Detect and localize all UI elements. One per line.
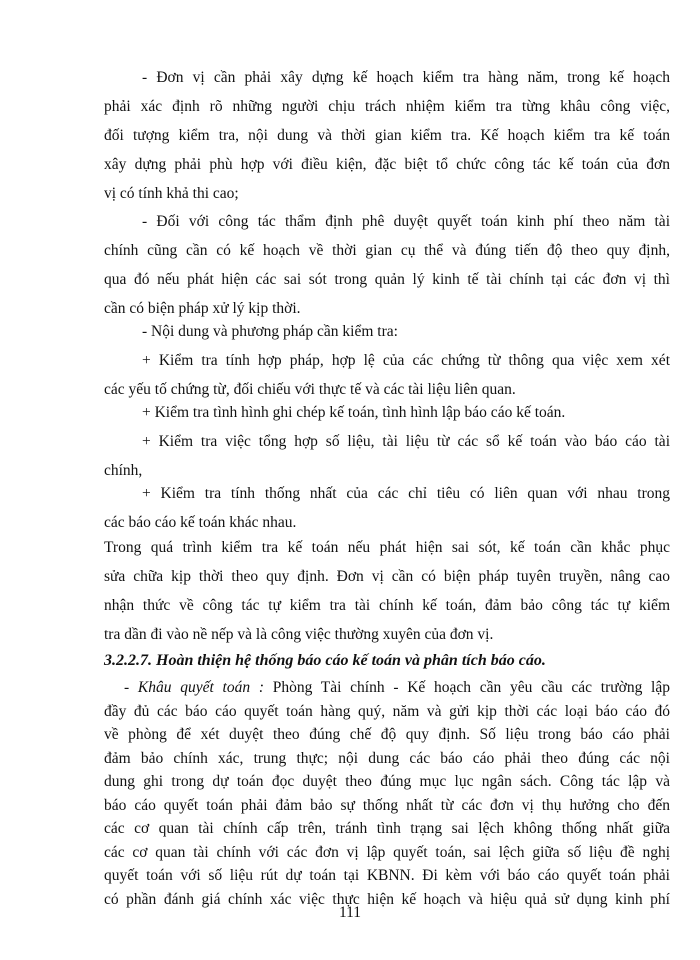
text-line: báo cáo quyết toán phải đảm bảo sự thống nhất từ các đơn vị thụ hưởng cho đến — [104, 796, 670, 814]
paragraph-plan-annual — [104, 63, 670, 208]
text-line: + Kiểm tra tình hình ghi chép kế toán, tình hình lập báo cáo kế toán. — [142, 404, 566, 421]
text-line: vị có tính khả thi cao; — [104, 185, 239, 202]
text-line — [104, 676, 670, 700]
text-line: quyết toán với số liệu rút dự toán tại KBNN. Đi kèm với báo cáo quyết toán phải — [104, 867, 670, 884]
text-line: sửa chữa kịp thời theo quy định. Đơn vị cần có biện pháp tuyên truyền, nâng cao — [104, 568, 670, 585]
text-line: + Kiểm tra tính hợp pháp, hợp lệ của các chứng từ thông qua việc xem xét — [142, 352, 670, 369]
paragraph-content-method — [104, 317, 670, 346]
page-number: 111 — [338, 904, 362, 921]
paragraph-settlement — [104, 676, 670, 911]
text-line: có phần đánh giá chính xác việc thực hiện kế hoạch và hiệu quả sử dụng kinh phí — [104, 890, 670, 908]
text-line: đầy đủ các báo cáo quyết toán hàng quý, năm và gửi kịp thời các loại báo cáo đó — [104, 702, 670, 720]
text-line: các báo cáo kế toán khác nhau. — [104, 514, 297, 531]
text-line: Trong quá trình kiểm tra kế toán nếu phát hiện sai sót, kế toán cần khắc phục — [104, 539, 670, 556]
text-line: - Nội dung và phương pháp cần kiểm tra: — [142, 323, 398, 340]
text-line: tra dần đi vào nề nếp và là công việc thường xuyên của đơn vị. — [104, 626, 494, 643]
paragraph-check-records — [104, 398, 670, 427]
text-line: đối tượng kiểm tra, nội dung và thời gian kiểm tra. Kế hoạch kiểm tra kế toán — [104, 127, 670, 144]
text-line: các cơ quan tài chính với các đơn vị lập quyết toán, sai lệch giữa số liệu đề nghị — [104, 843, 670, 861]
text-line: - Đơn vị cần phải xây dựng kế hoạch kiểm tra hàng năm, trong kế hoạch — [142, 69, 670, 86]
text-line: xây dựng phải phù hợp với điều kiện, đặc biệt tổ chức công tác kế toán của đơn — [104, 156, 670, 173]
text-line: + Kiểm tra tính thống nhất của các chỉ tiêu có liên quan với nhau trong — [142, 485, 670, 502]
bullet-prefix: - — [124, 679, 138, 696]
paragraph-check-synthesis — [104, 427, 670, 485]
italic-lead: Khâu quyết toán : — [137, 679, 264, 696]
text-line: + Kiểm tra việc tổng hợp số liệu, tài liệu từ các sổ kế toán vào báo cáo tài — [142, 433, 670, 450]
paragraph-check-consistency — [104, 479, 670, 537]
text-line: - Đối với công tác thẩm định phê duyệt quyết toán kinh phí theo năm tài — [142, 213, 670, 230]
paragraph-approval — [104, 207, 670, 323]
section-heading: 3.2.2.7. Hoàn thiện hệ thống báo cáo kế toán và phân tích báo cáo. — [104, 652, 546, 669]
text-line: dung ghi trong dự toán đọc duyệt theo đúng mục lục ngân sách. Công tác lập và — [104, 773, 670, 790]
text-line: cần có biện pháp xử lý kịp thời. — [104, 300, 301, 317]
paragraph-check-documents — [104, 346, 670, 404]
text-line: nhận thức về công tác tự kiểm tra tài chính kế toán, đảm bảo công tác tự kiểm — [104, 597, 670, 614]
text-line: qua đó nếu phát hiện các sai sót trong quản lý kinh tế tài chính tại các đơn vị thì — [104, 271, 670, 288]
text-line: chính, — [104, 462, 143, 479]
text-line: đảm bảo chính xác, trung thực; nội dung các báo cáo phải theo đúng các nội — [104, 749, 670, 767]
text-line: chính cũng cần có kế hoạch về thời gian cụ thể và đúng tiến độ theo quy định, — [104, 242, 670, 259]
text-line: các yếu tố chứng từ, đối chiếu với thực tế và các tài liệu liên quan. — [104, 381, 516, 398]
text-line: về phòng để xét duyệt theo đúng chế độ quy định. Số liệu trong báo cáo phải — [104, 726, 670, 743]
first-line-rest: Phòng Tài chính - Kế hoạch cần yêu cầu các trường lập — [263, 679, 670, 696]
text-line: các cơ quan tài chính cấp trên, tránh tình trạng sai lệch không thống nhất giữa — [104, 820, 670, 837]
text-line: phải xác định rõ những người chịu trách nhiệm kiểm tra từng khâu công việc, — [104, 98, 670, 115]
paragraph-correction — [104, 533, 670, 649]
